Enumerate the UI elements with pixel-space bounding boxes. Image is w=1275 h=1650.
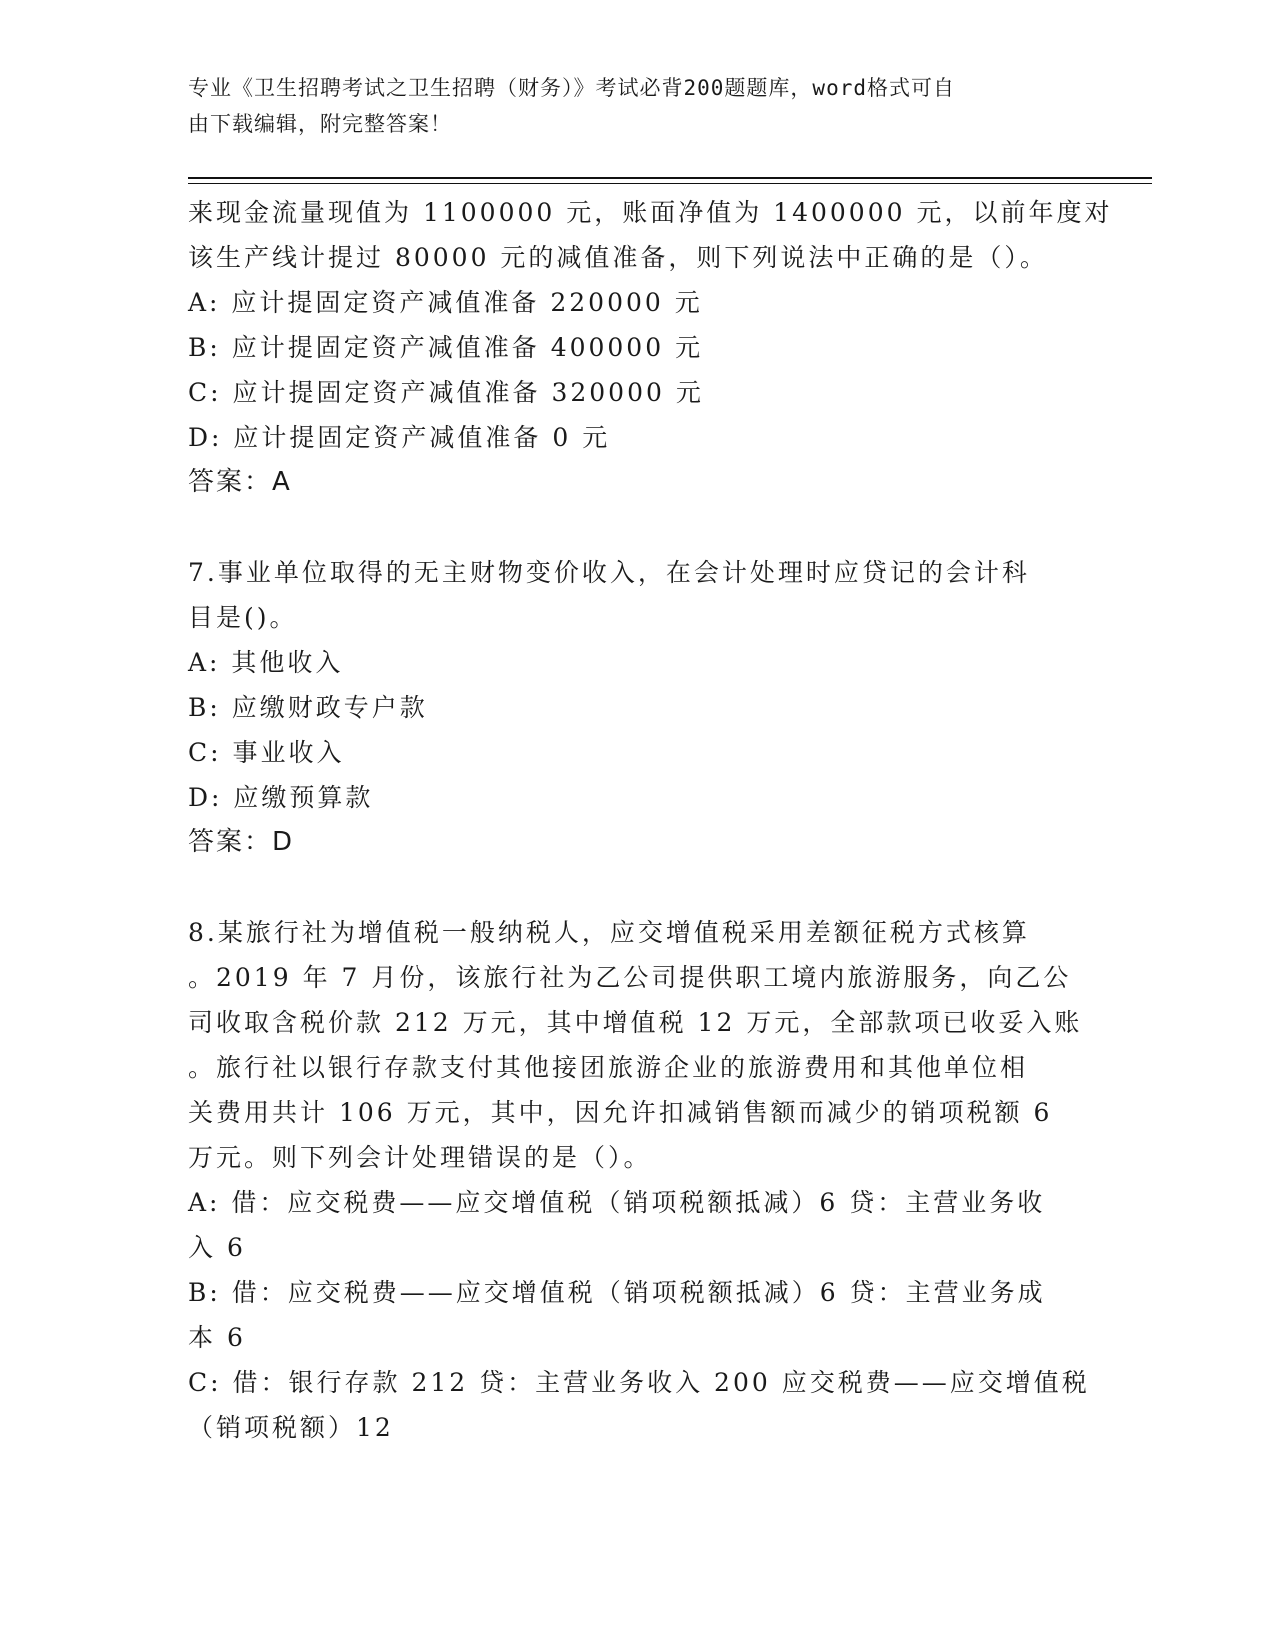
document-header <box>188 70 1068 142</box>
question-8 <box>188 910 1088 1450</box>
question-7-answer: 答案：D <box>188 827 295 857</box>
question-8-stem-line-6: 万元。则下列会计处理错误的是（）。 <box>188 1143 652 1172</box>
question-6-option-d: D: 应计提固定资产减值准备 0 元 <box>188 423 611 452</box>
question-6-option-a: A: 应计提固定资产减值准备 220000 元 <box>188 288 703 317</box>
document-body <box>188 190 1113 1450</box>
question-8-option-a-line-1: A: 借：应交税费——应交增值税（销项税额抵减）6 贷：主营业务收 <box>188 1188 1046 1217</box>
question-8-option-c-line-2: （销项税额）12 <box>188 1413 394 1442</box>
question-7-option-d: D: 应缴预算款 <box>188 783 374 812</box>
header-divider-thin <box>188 183 1152 184</box>
question-6-answer: 答案：A <box>188 467 292 497</box>
header-line-1: 专业《卫生招聘考试之卫生招聘（财务）》考试必背200题题库，word格式可自 <box>188 76 955 100</box>
question-6-stem-line-1: 来现金流量现值为 1100000 元，账面净值为 1400000 元，以前年度对 <box>188 198 1113 227</box>
question-6-stem-line-2: 该生产线计提过 80000 元的减值准备，则下列说法中正确的是（）。 <box>188 243 1048 272</box>
question-8-stem-line-3: 司收取含税价款 212 万元，其中增值税 12 万元，全部款项已收妥入账 <box>188 1008 1083 1037</box>
question-8-option-b-line-2: 本 6 <box>188 1323 246 1352</box>
question-7-option-c: C: 事业收入 <box>188 738 345 767</box>
header-divider-thick <box>188 177 1152 179</box>
question-6 <box>188 190 1113 505</box>
question-8-stem-line-1: 8.某旅行社为增值税一般纳税人，应交增值税采用差额征税方式核算 <box>188 918 1030 947</box>
question-8-stem-line-2: 。2019 年 7 月份，该旅行社为乙公司提供职工境内旅游服务，向乙公 <box>188 963 1072 992</box>
question-7-stem-line-2: 目是()。 <box>188 603 298 632</box>
question-8-option-a-line-2: 入 6 <box>188 1233 246 1262</box>
question-8-stem-line-4: 。旅行社以银行存款支付其他接团旅游企业的旅游费用和其他单位相 <box>188 1053 1029 1082</box>
question-7-option-b: B: 应缴财政专户款 <box>188 693 428 722</box>
question-spacer <box>188 505 1088 550</box>
question-8-option-c-line-1: C: 借：银行存款 212 贷：主营业务收入 200 应交税费——应交增值税 <box>188 1368 1090 1397</box>
question-6-option-b: B: 应计提固定资产减值准备 400000 元 <box>188 333 704 362</box>
question-7-option-a: A: 其他收入 <box>188 648 344 677</box>
question-7 <box>188 550 1088 865</box>
question-8-option-b-line-1: B: 借：应交税费——应交增值税（销项税额抵减）6 贷：主营业务成 <box>188 1278 1046 1307</box>
question-6-option-c: C: 应计提固定资产减值准备 320000 元 <box>188 378 704 407</box>
header-line-2: 由下载编辑，附完整答案！ <box>188 112 452 136</box>
question-spacer <box>188 865 1088 910</box>
question-7-stem-line-1: 7.事业单位取得的无主财物变价收入，在会计处理时应贷记的会计科 <box>188 558 1030 587</box>
question-8-stem-line-5: 关费用共计 106 万元，其中，因允许扣减销售额而减少的销项税额 6 <box>188 1098 1053 1127</box>
